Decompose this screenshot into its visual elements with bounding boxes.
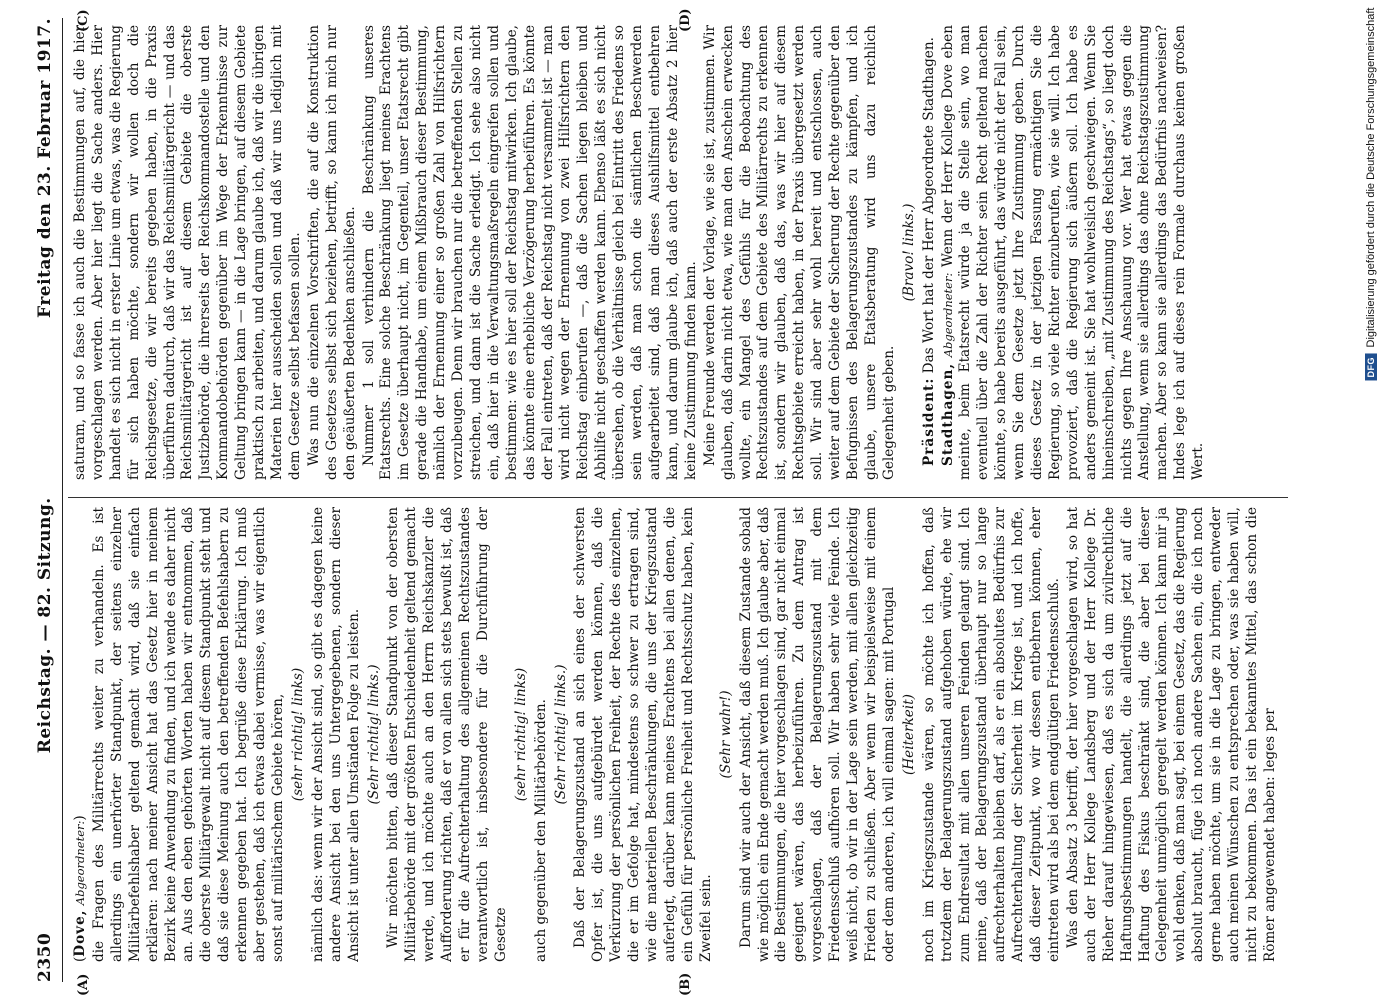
margin-mark-b: (B) — [678, 972, 693, 996]
interjection: (Heiterkeit) — [900, 694, 917, 775]
digitization-credit — [1365, 8, 1377, 380]
interjection: (Bravo! links.) — [900, 203, 917, 302]
right-column — [72, 25, 1288, 480]
paragraph: saturam, und so fasse ich auch die Bestimmungen auf, die hier vorgeschlagen werden. Aber hier liegt die Sache anders. Hier handelt es sich nicht in erster Linie um etwas, was die Regierung für sich haben möchte, sondern wir wollen doch die Reichsgesetze, die wir bereits gegeben haben, in die Praxis überführen dadurch, daß wir das Reichsmilitärgericht — und das Reichsmilitärgericht ist auf diesem Gebiete die oberste Justizbehörde, die ihrerseits der Reichskommandostelle und den Kommandobehörden gegenüber im Wege der Erkenntnisse zur Geltung bringen kann — in die Lage bringen, auf diesem Gebiete praktisch zu arbeiten, und darum glaube ich, daß wir die übrigen Materien hier ausscheiden sollen und daß wir uns lediglich mit dem Gesetze selbst befassen sollen. — [72, 25, 303, 480]
president-label: Präsident: — [920, 377, 937, 466]
interjection: (Sehr richtig! links.) — [365, 664, 382, 805]
speech-opening: (Dove, Abgeordneter:) — [72, 815, 88, 962]
paragraph: Nummer 1 soll verhindern die Beschränkung unseres Etatsrechts. Eine solche Beschränkung liegt meines Erachtens im Gesetze überhaupt nicht, im Gegenteil, unser Etatsrecht gibt gerade die Handhabe, um einem Mißbrauch dieser Bestimmung, nämlich der Ernennung einer so großen Zahl von Hilfsrichtern vorzubeugen. Denn wir brauchen nur die betreffenden Stellen zu streichen, und dann ist die Sache erledigt. Ich sehe also nicht ein, daß hier in die Verwaltungsmaßregeln eingreifen sollen und bestimmen: wie es hier soll der Reichstag mitwirken. Ich glaube, das könnte eine erhebliche Verzögerung herbeiführen. Es könnte der Fall eintreten, daß der Reichstag nicht versammelt ist — man wird nicht wegen der Ernennung von zwei Hilfsrichtern den Reichstag einberufen —, daß die Sachen liegen bleiben und Abhilfe nicht geschaffen werden kann. Ebenso läßt es sich nicht übersehen, ob die Verhältnisse gleich bei Eintritt des Friedens so sein werden, daß man schon die sämtlichen Beschwerden aufgearbeitet sind, daß man dieses Aushilfsmittel entbehren kann, und darum glaube ich, daß auch der erste Absatz 2 hier keine Zustimmung finden kann. — [360, 25, 699, 480]
president-statement — [921, 25, 939, 480]
session-date: Freitag den 23. Februar 1917. — [35, 18, 55, 318]
paragraph: die Fragen des Militärrechts weiter zu verhandeln. Es ist allerdings ein unerhörter Standpunkt, der seitens einzelner Militärbefehlshaber geltend gemacht wird, daß sie einfach erklären: nach meiner Ansicht hat das Gesetz hier in meinem Bezirk keine Anwendung zu finden, und ich wende es daher nicht an. Aus den eben gehörten Worten haben wir entnommen, daß die oberste Militärgewalt nicht auf diesem Standpunkt steht und daß sie diese Meinung auch den betreffenden Befehlshabern zu erkennen gegeben hat. Ich begrüße diese Erklärung. Ich muß aber gestehen, daß ich etwas dabei vermisse, was wir eigentlich sonst auf militärischem Gebiete hören, — [90, 507, 286, 962]
credit-text: Digitalisierung gefördert durch die Deutsche Forschungsgemeinschaft — [1365, 8, 1377, 348]
paragraph: Wir möchten bitten, daß dieser Standpunkt von der obersten Militärbehörde mit der größten Entschiedenheit geltend gemacht werde, und ich möchte auch an den Herrn Reichskanzler die Aufforderung richten, daß er von allen sich stets bewußt ist, daß er für die Aufrechterhaltung des allgemeinen Rechtszustandes verantwortlich ist, insbesondere für die Durchführung der Gesetze — [385, 507, 509, 962]
paragraph: Meine Freunde werden der Vorlage, wie sie ist, zustimmen. Wir glauben, daß darin nicht etwa, wie man den Anschein erwecken wollte, ein Mangel des Gefühls für die Beobachtung des Rechtszustandes auf dem Gebiete des Militärrechts zu erkennen ist, sondern wir glauben, daß das, was wir hier auf diesem Rechtsgebiete erreicht haben, in der Praxis übergesetzt werden soll. Wir sind aber sehr wohl bereit und entschlossen, auch weiter auf dem Gebiete der Sicherung der Rechte gegenüber den Befugnissen des Belagerungszustandes zu kämpfen, und ich glaube, unsere Etatsberatung wird uns dazu reichlich Gelegenheit geben. — [701, 25, 897, 480]
paragraph: nämlich das: wenn wir der Ansicht sind, so gibt es dagegen keine andere Ansicht bei den uns Untergegebenen, sondern dieser Ansicht ist unter allen Umständen Folge zu leisten. — [309, 507, 362, 962]
interjection: (Sehr richtig! links.) — [552, 664, 569, 805]
president-text: Das Wort hat der Herr Abgeordnete Stadthagen. — [920, 37, 937, 374]
speaker-name: Dove, — [72, 909, 88, 957]
paragraph: Daß der Belagerungszustand an sich eines der schwersten Opfer ist, die uns aufgebürdet werden können, daß die Verkürzung der persönlichen Freiheit, der Rechte des einzelnen, die er im Gefolge hat, mindestens so schwer zu ertragen sind, wie die materiellen Beschränkungen, die uns der Kriegszustand auferlegt, darüber kann meines Erachtens bei allen denen, die ein Gefühl für persönliche Freiheit und Rechtsschutz haben, kein Zweifel sein. — [572, 507, 714, 962]
left-column — [72, 507, 1288, 962]
margin-mark-c: (C) — [76, 9, 91, 32]
interjection: (Sehr wahr!) — [717, 690, 734, 779]
paragraph: Was den Absatz 3 betrifft, der hier vorgeschlagen wird, so hat auch der Herr Kollege Landsberg und der Herr Kollege Dr. Rieher darauf hingewiesen, daß es sich da um zivilrechtliche Haftungsbestimmungen handelt, die allerdings jetzt auf die Haftung des Fiskus beschränkt sind, die aber bei dieser Gelegenheit unmöglich geregelt werden können. Ich kann mir ja wohl denken, daß man sagt, bei einem Gesetz, das die Regierung absolut braucht, füge ich noch andere Sachen ein, die ich noch gerne haben möchte, um sie in die Lage zu bringen, entweder auch meinen Wünschen zu entsprechen oder, was sie haben will, nicht zu bekommen. Das ist ein bekanntes Mittel, das schon die Römer angewendet haben: leges per — [1064, 507, 1278, 962]
speech-opening — [940, 25, 1209, 480]
margin-mark-d: (D) — [678, 8, 693, 32]
speaker-role: Abgeordneter: — [940, 272, 955, 358]
paragraph: Wenn der Herr Kollege Dove eben meinte, beim Etatsrecht würde ja die Stelle sein, wo man eventuell über die Zahl der Richter sein Recht geltend machen könnte, so habe bereits ausgeführt, das würde nicht der Fall sein, wenn Sie dem Gesetze jetzt Ihre Zustimmung geben. Durch dieses Gesetz in der jetzigen Fassung ermächtigen Sie die Regierung, so viele Richter einzuberufen, wie sie will. Ich habe provoziert, daß die Regierung sich äußern soll. Ich habe es anders gemeint ist. Sie hat wohlweislich geschwiegen. Wenn Sie hineinschreiben, „mit Zustimmung des Reichstags“, so liegt doch nichts gegen Ihre Anschauung vor. Wer hat etwas gegen die Anstellung, wenn sie allerdings das ohne Reichstagszustimmung machen. Aber so kann sie allerdings das Bedürfnis nachweisen? Indes lege ich auf dieses rein Formale durchaus keinen großen Wert. — [939, 25, 1207, 480]
paragraph: Was nun die einzelnen Vorschriften, die auf die Konstruktion des Gesetzes selbst sich beziehen, betrifft, so kann ich mich nur den geäußerten Bedenken anschließen. — [305, 25, 358, 480]
paragraph: noch im Kriegszustande wären, so möchte ich hoffen, daß trotzdem der Belagerungszustand aufgehoben würde, ehe wir zum Endresultat mit allen unseren Feinden gelangt sind. Ich meine, daß der Belagerungszustand überhaupt nur so lange aufrechterhalten bleiben darf, als er ein absolutes Bedürfnis zur Aufrechterhaltung der Sicherheit im Kriege ist, und ich hoffe, daß dieser Zeitpunkt, wo wir dessen entbehren können, eher eintreten wird als bei dem endgültigen Friedensschluß. — [920, 507, 1063, 962]
interjection: (sehr richtig! links) — [289, 667, 306, 802]
page-number: 2350 — [35, 932, 55, 982]
interjection: (sehr richtig! links) — [512, 667, 529, 802]
document-page — [28, 0, 1318, 1000]
paragraph: Darum sind wir auch der Ansicht, daß diesem Zustande sobald wie möglich ein Ende gemacht werden muß. Ich glaube aber, daß die Bestimmungen, die hier vorgeschlagen sind, gar nicht einmal geeignet wären, das herbeizuführen. Zu dem Antrag ist vorgeschlagen, daß der Belagerungszustand mit dem Friedensschluß aufhören soll. Wir haben sehr viele Feinde. Ich weiß nicht, ob wir in der Lage sein werden, mit allen gleichzeitig Frieden zu schließen. Aber wenn wir beispielsweise mit einem oder dem anderen, ich will einmal sagen: mit Portugal — [737, 507, 897, 962]
page-header — [28, 18, 63, 982]
margin-mark-a: (A) — [76, 973, 91, 996]
dfg-logo: DFG — [1365, 354, 1377, 381]
speaker-role: Abgeordneter: — [73, 820, 87, 906]
speaker-name: Stadthagen, — [939, 362, 956, 466]
paragraph: auch gegenüber den Militärbehörden. — [532, 699, 549, 962]
column-divider — [68, 497, 1288, 498]
session-title: Reichstag. — 82. Sitzung. — [35, 497, 55, 754]
